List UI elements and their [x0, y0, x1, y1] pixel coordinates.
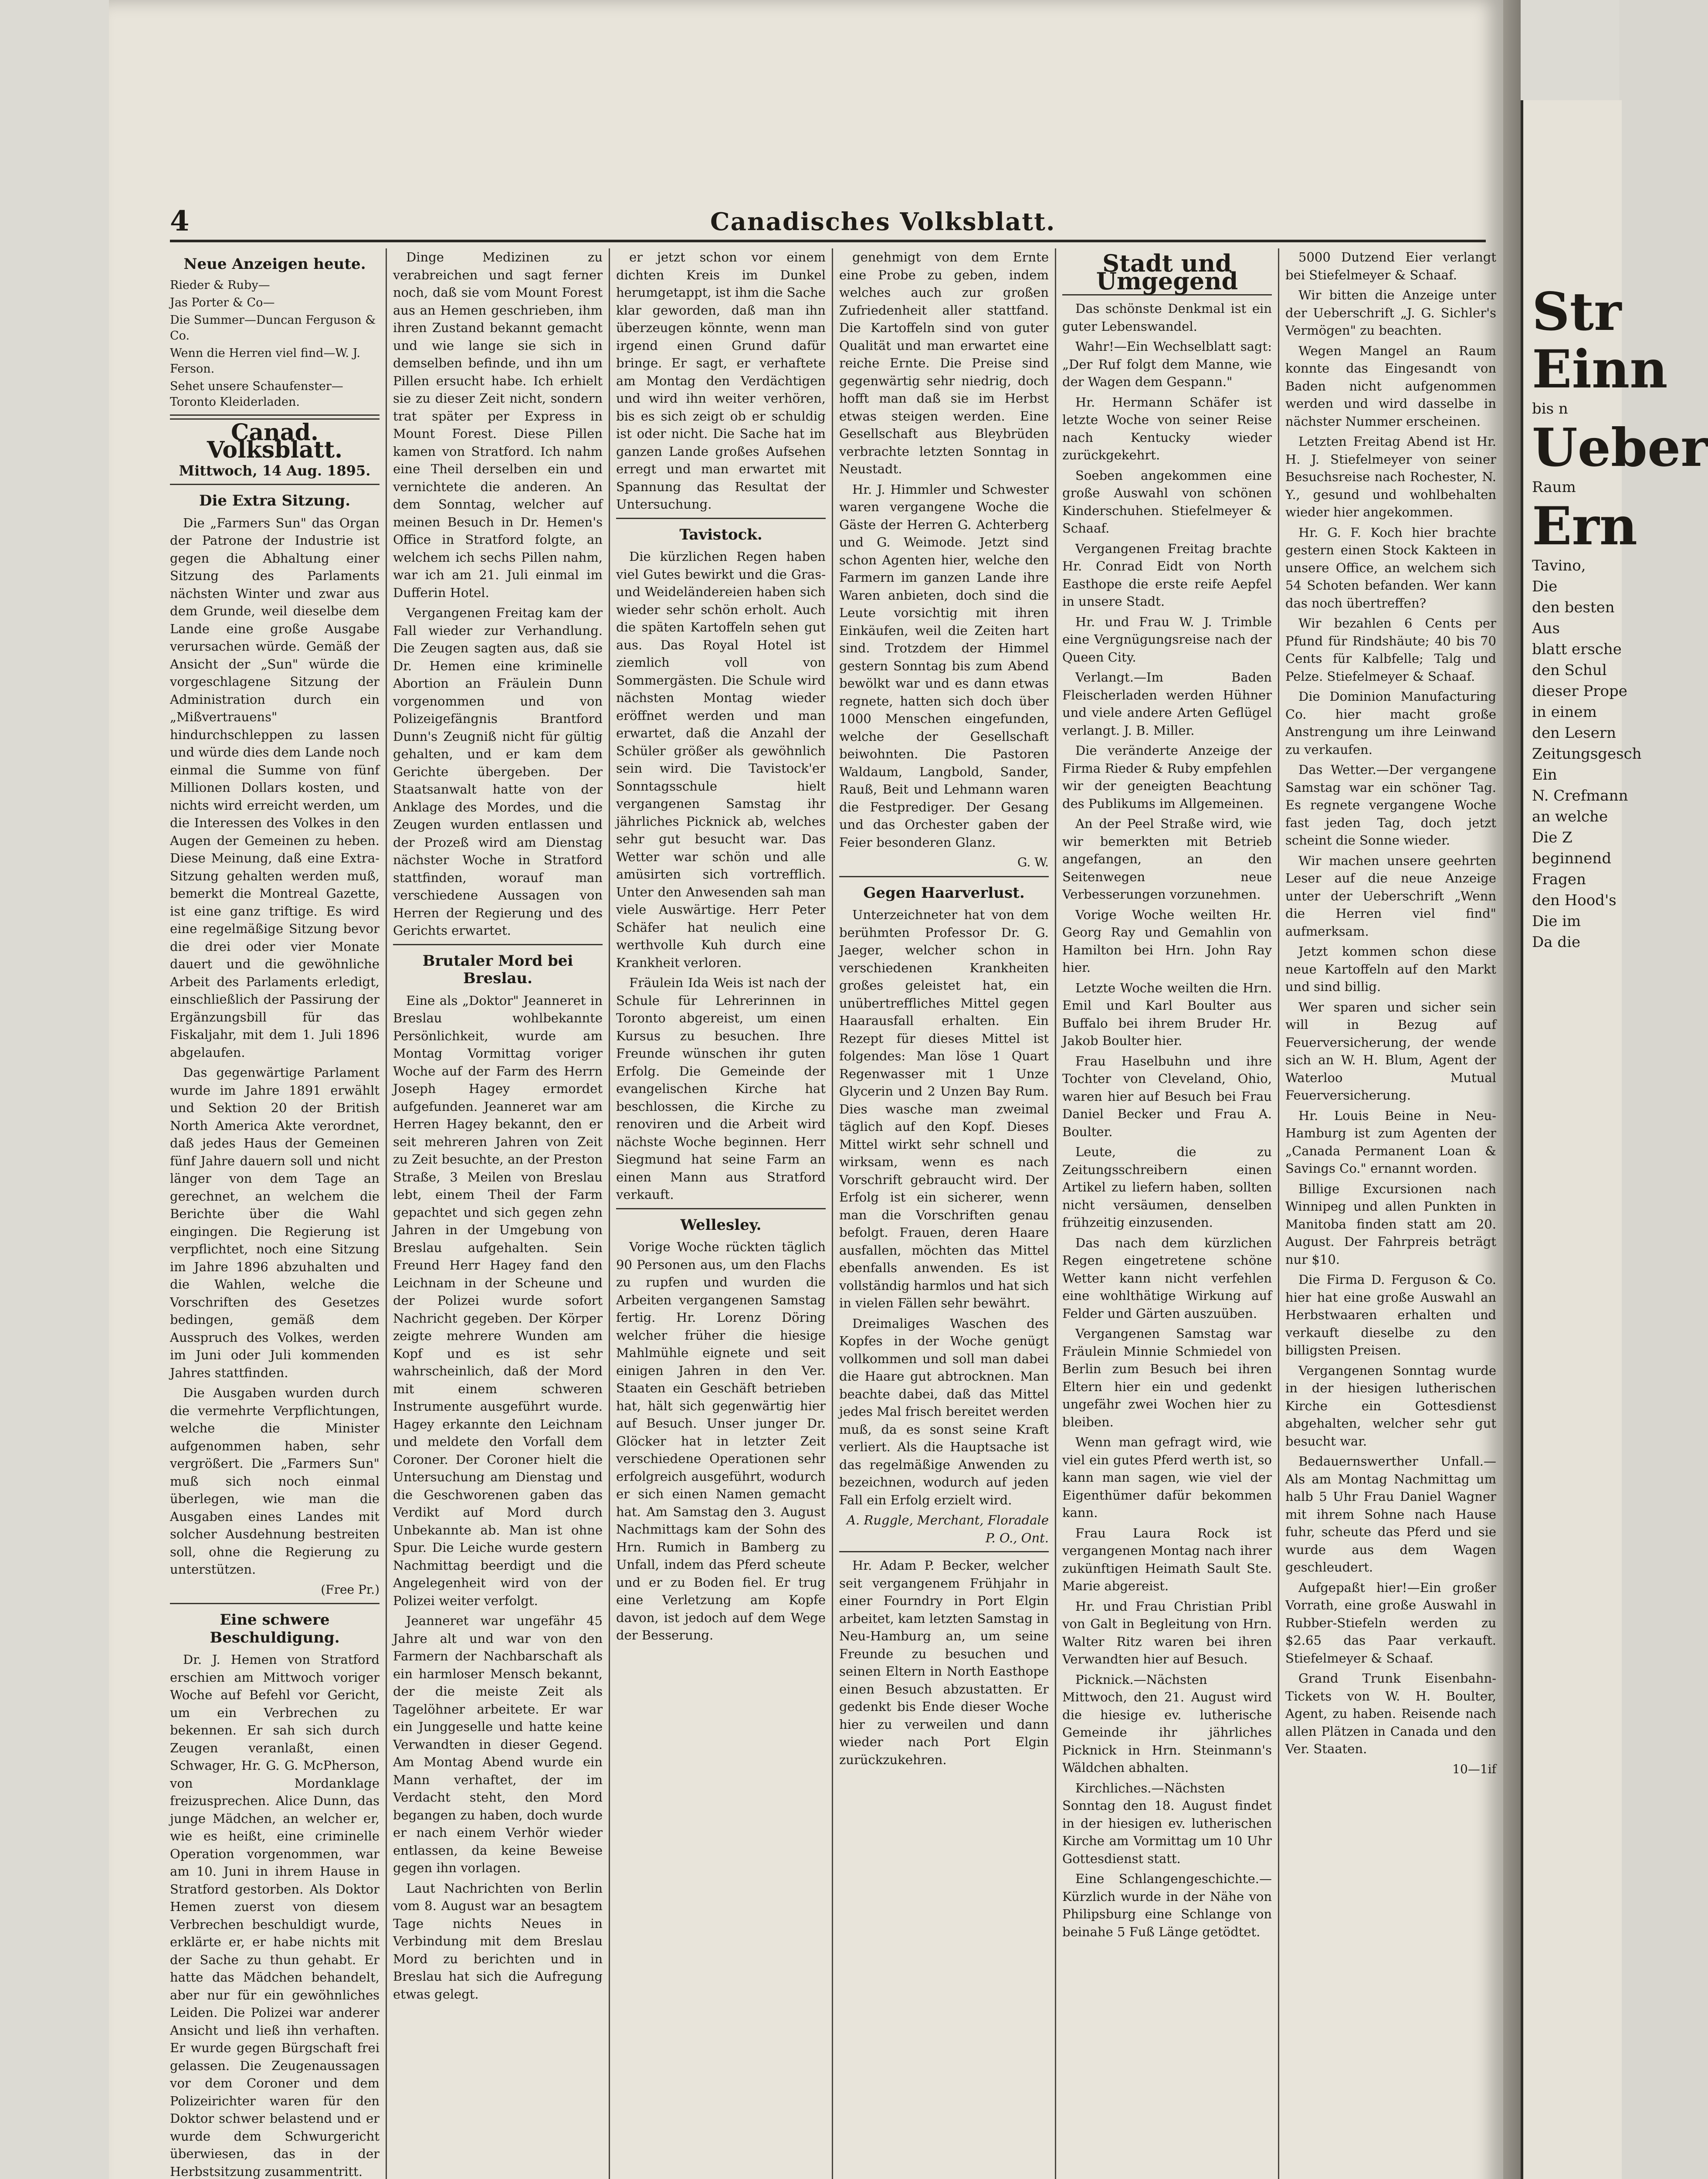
- article-paragraph: Unterzeichneter hat von dem berühmten Professor Dr. G. Jaeger, welcher schon in verschiedenen Krankheiten großes geleistet hat, ein unübertreffliches Mittel gegen Haarausfall erhalten. Ein Rezept für dieses Mittel ist folgendes: Man löse 1 Quart Regenwasser mit 1 Unze Glycerin und 2 Unzen Bay Rum. Dies wasche man zweimal täglich auf den Kopf. Dieses Mittel wirkt sehr schnell und wirksam, wenn es nach Vorschrift gebraucht wird. Der Erfolg ist ein sicherer, wenn man die Vorschriften genau befolgt. Frauen, deren Haare ausfallen, möchten das Mittel ebenfalls anwenden. Es ist vollständig harmlos und hat sich in vielen Fällen sehr bewährt.: [839, 907, 1049, 1310]
- article-paragraph: Jeanneret war ungefähr 45 Jahre alt und war von den Farmern der Nachbarschaft als ein harmloser Mensch bekannt, der die meiste Zeit als Tagelöhner arbeitete. Er war ein Junggeselle und hatte keine Verwandten in dieser Gegend. Am Montag Abend wurde ein Mann verhaftet, der im Verdacht steht, den Mord begangen zu haben, doch wurde er nach einem Verhör wieder entlassen, da keine Beweise gegen ihn vorlagen.: [393, 1613, 603, 1875]
- local-news-item: Wir bezahlen 6 Cents per Pfund für Rindshäute; 40 bis 70 Cents für Kalbfelle; Talg und Pelze. Stiefelmeyer & Schaaf.: [1285, 616, 1496, 684]
- adjacent-fragment: den Lesern: [1532, 724, 1616, 742]
- adjacent-fragment: Zeitungsgesch: [1532, 745, 1642, 763]
- local-news-item: Das Wetter.—Der vergangene Samstag war ein schöner Tag. Es regnete vergangene Woche fast jeden Tag, doch jetzt scheint die Sonne wieder.: [1285, 762, 1496, 848]
- adjacent-fragment: dieser Prope: [1532, 682, 1627, 700]
- local-news-item: Wer sparen und sicher sein will in Bezug auf Feuerversicherung, der wende sich an W. H. Blum, Agent der Waterloo Mutual Feuerversicherung.: [1285, 999, 1496, 1103]
- adjacent-word: Einn: [1532, 339, 1668, 400]
- ads-heading: Neue Anzeigen heute.: [183, 255, 366, 273]
- article-signature: A. Ruggle, Merchant, Floradale P. O., Ont.: [847, 1513, 1049, 1545]
- local-news-item: Die veränderte Anzeige der Firma Rieder & Ruby empfehlen wir der geneigten Beachtung des Publikums im Allgemeinen.: [1062, 743, 1272, 811]
- page-number: 4: [170, 205, 190, 238]
- article-paragraph: Vergangenen Freitag kam der Fall wieder zur Verhandlung. Die Zeugen sagten aus, daß sie Dr. Hemen eine kriminelle Abortion an Fräulein Dunn vorgenommen und von Polizeigefängnis Brantford Dunn's Zeugniß nicht für gültig gehalten, und er kam dem Gerichte übergeben. Der Staatsanwalt hatte von der Anklage des Mordes, und die Zeugen wurden entlassen und der Prozeß wird am Dienstag nächster Woche in Stratford stattfinden, worauf man verschiedene Aussagen von Herren der Regierung und des Gerichts erwartet.: [393, 605, 603, 938]
- divider: [839, 876, 1049, 877]
- column-2: [393, 248, 610, 2179]
- local-news-item: Grand Trunk Eisenbahn-Tickets von W. H. Boulter, Agent, zu haben. Reisende nach allen Plätzen in Canada und den Ver. Staaten.: [1285, 1671, 1496, 1756]
- adjacent-fragment: Da die: [1532, 933, 1581, 951]
- article-source: (Free Pr.): [321, 1582, 380, 1597]
- article-heading: Die Extra Sitzung.: [199, 492, 351, 509]
- local-news-item: Letzte Woche weilten die Hrn. Emil und Karl Boulter aus Buffalo bei ihrem Bruder Hr. Jakob Boulter hier.: [1062, 980, 1272, 1048]
- masthead-title: Canadisches Volksblatt.: [710, 207, 1056, 236]
- article-paragraph: Die Ausgaben wurden durch die vermehrte Verpflichtungen, welche die Minister aufgenommen haben, sehr vergrößert. Die „Farmers Sun" muß sich noch einmal überlegen, wie man die Ausgaben eines Landes mit solcher Ausdehnung bestreiten soll, ohne die Regierung zu unterstützen.: [170, 1385, 380, 1577]
- local-news-item: Wenn man gefragt wird, wie viel ein gutes Pferd werth ist, so kann man sagen, wie viel der Eigenthümer dafür bekommen kann.: [1062, 1435, 1272, 1520]
- adjacent-fragment: Ein: [1532, 766, 1557, 784]
- article-paragraph: genehmigt von dem Ernte eine Probe zu geben, indem welches auch zur großen Zufriedenheit aller stattfand. Die Kartoffeln sind von guter Qualität und man erwartet eine reiche Ernte. Die Preise sind gegenwärtig sehr niedrig, doch hofft man daß sie im Herbst etwas steigen werden. Eine Gesellschaft aus Bleybrüden verbrachte letzten Sonntag in Neustadt.: [839, 250, 1049, 476]
- article-heading: Tavistock.: [679, 526, 762, 543]
- article-paragraph: Die „Farmers Sun" das Organ der Patrone der Industrie ist gegen die Abhaltung einer Sitzung des Parlaments nächsten Winter und zwar aus dem Grunde, weil dieselbe dem Lande eine große Ausgabe verursachen würde. Gemäß der Ansicht der „Sun" würde die vorgeschlagene Sitzung der Administration durch ein „Mißvertrauens" hindurchschleppen zu lassen und würde dies dem Lande noch einmal die Summe von fünf Millionen Dollars kosten, und nichts wird erreicht werden, um die Interessen des Volkes in den Augen der Gemeinen zu heben. Diese Meinung, daß eine Extra-Sitzung gehalten werden muß, bemerkt die Montreal Gazette, ist eine ganz triftige. Es wird eine regelmäßige Sitzung bevor die drei oder vier Monate dauert und die gewöhnliche Arbeit des Parlaments erledigt, einschließlich der Passirung der Ergänzungsbill für das Fiskaljahr, mit dem 1. Juli 1896 abgelaufen.: [170, 515, 380, 1060]
- adjacent-fragment: Die: [1532, 578, 1558, 595]
- newspaper-page: [109, 0, 1503, 2179]
- local-news-item: Aufgepaßt hier!—Ein großer Vorrath, eine große Auswahl in Rubber-Stiefeln werden zu $2.65 das Paar verkauft. Stiefelmeyer & Schaaf.: [1285, 1580, 1496, 1666]
- article-paragraph: Vorige Woche rückten täglich 90 Personen aus, um den Flachs zu rupfen und wurden die Arbeiten vergangenen Samstag fertig. Hr. Lorenz Döring welcher früher die hiesige Mahlmühle eignete und seit einigen Jahren in den Ver. Staaten ein Geschäft betrieben hat, hält sich gegenwärtig hier auf Besuch. Unser junger Dr. Glöcker hat in letzter Zeit verschiedene Operationen sehr erfolgreich ausgeführt, wodurch er sich einen Namen gemacht hat. Am Samstag den 3. August Nachmittags kam der Sohn des Hrn. Rumich in Bamberg zu Unfall, indem das Pferd scheute und er zu Boden fiel. Er trug eine Verletzung am Kopfe davon, ist jedoch auf dem Wege der Besserung.: [616, 1239, 826, 1643]
- local-news-item: Kirchliches.—Nächsten Sonntag den 18. August findet in der hiesigen ev. lutherischen Kirche am Vormittag um 10 Uhr Gottesdienst statt.: [1062, 1780, 1272, 1866]
- adjacent-fragment: Die im: [1532, 913, 1581, 930]
- local-news-item: Wir machen unsere geehrten Leser auf die neue Anzeige unter der Ueberschrift „Wenn die Herren viel find" aufmerksam.: [1285, 853, 1496, 939]
- local-news-item: Wegen Mangel an Raum konnte das Eingesandt von Baden nicht aufgenommen werden und wird dasselbe in nächster Nummer erscheinen.: [1285, 343, 1496, 429]
- local-news-item: Hr. und Frau W. J. Trimble eine Vergnügungsreise nach der Queen City.: [1062, 614, 1272, 665]
- local-news-item: Wahr!—Ein Wechselblatt sagt: „Der Ruf folgt dem Manne, wie der Wagen dem Gespann.": [1062, 339, 1272, 389]
- ad-run-code: 10—1if: [1452, 1762, 1496, 1776]
- adjacent-fragment: den besten: [1532, 599, 1615, 616]
- ad-item: Wenn die Herren viel find—W. J. Ferson.: [170, 346, 360, 376]
- article-paragraph: Dinge Medizinen zu verabreichen und sagt ferner noch, daß sie vom Mount Forest aus an Hemen geschrieben, ihm ihren Zustand bekannt gemacht und wie lange sie sich in demselben befinde, und ihn um Pillen ersucht habe. Ich erhielt sie zu dieser Zeit nicht, sondern trat später per Express in Mount Forest. Diese Pillen kamen von Stratford. Ich nahm eine Theil derselben ein und vernichtete die anderen. An dem Sonntag, welcher auf meinen Besuch in Dr. Hemen's Office in Stratford folgte, an welchem ich sechs Pillen nahm, war ich am 21. Juli einmal im Dufferin Hotel.: [393, 250, 603, 600]
- local-news-item: 5000 Dutzend Eier verlangt bei Stiefelmeyer & Schaaf.: [1285, 250, 1496, 282]
- article-paragraph: Hr. Adam P. Becker, welcher seit vergangenem Frühjahr in einer Fourndry in Port Elgin arbeitet, kam letzten Samstag in Neu-Hamburg an, um seine Freunde zu besuchen und seinen Eltern in North Easthope einen Besuch abzustatten. Er gedenkt bis Ende dieser Woche hier zu verweilen und dann wieder nach Port Elgin zurückzukehren.: [839, 1558, 1049, 1767]
- adjacent-fragment: an welche: [1532, 808, 1608, 825]
- divider: [170, 1603, 380, 1604]
- local-news-item: Billige Excursionen nach Winnipeg und allen Punkten in Manitoba finden statt am 20. August. Der Fahrpreis beträgt nur $10.: [1285, 1181, 1496, 1267]
- ad-item: Sehet unsere Schaufenster—Toronto Kleiderladen.: [170, 379, 343, 409]
- new-ads-list: [170, 278, 380, 410]
- local-news-item: Eine Schlangengeschichte.—Kürzlich wurde in der Nähe von Philipsburg eine Schlange von beinahe 5 Fuß Länge getödtet.: [1062, 1871, 1272, 1939]
- article-paragraph: er jetzt schon vor einem dichten Kreis im Dunkel herumgetappt, ist ihm die Sache klar geworden, daß man ihn überzeugen könnte, wenn man irgend einen Grund dafür bringe. Er sagt, er verhaftete am Montag den Verdächtigen und wird ihn weiter verhören, bis es sich zeigt ob er schuldig ist oder nicht. Die Sache hat im ganzen Lande großes Aufsehen erregt und man erwartet mit Spannung das Resultat der Untersuchung.: [616, 250, 826, 512]
- article-heading: Wellesley.: [680, 1216, 762, 1234]
- column-3: [616, 248, 833, 2179]
- article-paragraph: Das gegenwärtige Parlament wurde im Jahre 1891 erwählt und Sektion 20 der British North America Akte verordnet, daß jedes Haus der Gemeinen fünf Jahre dauern soll und nicht länger von dem Tage an gerechnet, an welchem die Berichte über die Wahl eingingen. Die Regierung ist verpflichtet, noch eine Sitzung im Jahre 1896 abzuhalten und die Wahlen, welche die Vorschriften des Gesetzes bedingen, gemäß dem Ausspruch des Volkes, werden im Juni oder Juli kommenden Jahres stattfinden.: [170, 1065, 380, 1380]
- adjacent-fragment: Raum: [1532, 479, 1576, 496]
- local-news-item: Leute, die zu Zeitungsschreibern einen Artikel zu liefern haben, sollten nicht versäumen, denselben frühzeitig einzusenden.: [1062, 1144, 1272, 1230]
- article-heading: Gegen Haarverlust.: [863, 884, 1025, 902]
- ad-item: Die Summer—Duncan Ferguson & Co.: [170, 313, 376, 343]
- adjacent-word: Ueber: [1532, 417, 1708, 479]
- local-news-item: Das schönste Denkmal ist ein guter Lebenswandel.: [1062, 301, 1272, 334]
- article-heading: Brutaler Mord bei Breslau.: [422, 952, 573, 987]
- column-5: [1062, 248, 1279, 2179]
- adjacent-fragment: beginnend: [1532, 850, 1612, 867]
- adjacent-fragment: Die Z: [1532, 829, 1572, 846]
- local-news-item: Frau Laura Rock ist vergangenen Montag nach ihrer zukünftigen Heimath Sault Ste. Marie abgereist.: [1062, 1525, 1272, 1593]
- adjacent-word: Ern: [1532, 496, 1637, 557]
- issue-date: Mittwoch, 14 Aug. 1895.: [179, 462, 371, 479]
- adjacent-fragment: den Schul: [1532, 662, 1607, 679]
- article-paragraph: Laut Nachrichten von Berlin vom 8. August war an besagtem Tage nichts Neues in Verbindung mit dem Breslau Mord zu berichten und in Breslau hat sich die Aufregung etwas gelegt.: [393, 1880, 603, 2002]
- article-paragraph: Dr. J. Hemen von Stratford erschien am Mittwoch voriger Woche auf Befehl vor Gericht, um ein Verbrechen zu bekennen. Er sah sich durch Zeugen veranlaßt, einen Schwager, Hr. G. G. McPherson, von Mordanklage freizusprechen. Alice Dunn, das junge Mädchen, an welcher er, wie es heißt, eine criminelle Operation vorgenommen, war am 10. Juni in ihrem Hause in Stratford gestorben. Als Doktor Hemen zuerst von diesem Verbrechen beschuldigt wurde, erklärte er, er habe nichts mit der Sache zu thun gehabt. Er hatte das Mädchen behandelt, aber nur für ein gewöhnliches Leiden. Die Polizei war anderer Ansicht und ließ ihn verhaften. Er wurde gegen Bürgschaft frei gelassen. Die Zeugenaussagen vor dem Coroner und dem Polizeirichter waren für den Doktor schwer belastend und er wurde dem Schwurgericht überwiesen, das in der Herbstsitzung zusammentritt.: [170, 1652, 380, 2179]
- divider: [616, 1208, 826, 1209]
- local-news-item: Jetzt kommen schon diese neue Kartoffeln auf den Markt und sind billig.: [1285, 944, 1496, 994]
- adjacent-fragment: in einem: [1532, 703, 1597, 721]
- local-news-item: Die Firma D. Ferguson & Co. hier hat eine große Auswahl an Herbstwaaren erhalten und verkauft dieselbe zu den billigsten Preisen.: [1285, 1272, 1496, 1358]
- divider: [616, 518, 826, 519]
- correspondent-initials: G. W.: [1017, 855, 1049, 869]
- local-news-item: Letzten Freitag Abend ist Hr. H. J. Stiefelmeyer von seiner Besuchsreise nach Rochester, N. Y., gesund und wohlbehalten wieder hier angekommen.: [1285, 434, 1496, 519]
- local-news-item: Hr. Hermann Schäfer ist letzte Woche von seiner Reise nach Kentucky wieder zurückgekehrt.: [1062, 394, 1272, 462]
- adjacent-fragment: Tavino,: [1532, 557, 1586, 574]
- local-news-item: An der Peel Straße wird, wie wir bemerkten mit Betrieb angefangen, an den Seitenwegen neue Verbesserungen vorzunehmen.: [1062, 816, 1272, 902]
- local-news-item: Soeben angekommen eine große Auswahl von schönen Kinderschuhen. Stiefelmeyer & Schaaf.: [1062, 468, 1272, 536]
- ad-item: Jas Porter & Co—: [170, 295, 275, 309]
- column-6: [1285, 248, 1502, 2179]
- article-paragraph: Hr. J. Himmler und Schwester waren vergangene Woche die Gäste der Herren G. Achterberg und G. Weimode. Jetzt sind schon Agenten hier, welche den Farmern im ganzen Lande ihre Waren anbieten, doch sind die Leute vorsichtig mit ihren Einkäufen, weil die Zeiten hart sind. Trotzdem der Himmel gestern Sonntag bis zum Abend bewölkt war und es dann etwas regnete, hatten sich doch über 1000 Menschen eingefunden, welche der Gesellschaft beiwohnten. Die Pastoren Waldaum, Langbold, Sander, Rauß, Beit und Lehmann waren die Festprediger. Der Gesang und das Orchester gaben der Feier besonderen Glanz.: [839, 482, 1049, 850]
- local-news-item: Vergangenen Samstag war Fräulein Minnie Schmiedel von Berlin zum Besuch bei ihren Eltern hier ein und gedenkt ungefähr zwei Wochen hier zu bleiben.: [1062, 1326, 1272, 1429]
- masthead: [170, 205, 1486, 242]
- adjacent-fragment: N. Crefmann: [1532, 787, 1628, 804]
- local-news-item: Vergangenen Freitag brachte Hr. Conrad Eidt von North Easthope die erste reife Aepfel in unsere Stadt.: [1062, 541, 1272, 609]
- paper-name: Canad. Volksblatt.: [207, 419, 343, 463]
- local-news-item: Vergangenen Sonntag wurde in der hiesigen lutherischen Kirche ein Gottesdienst abgehalten, welcher sehr gut besucht war.: [1285, 1363, 1496, 1449]
- adjacent-fragment: den Hood's: [1532, 892, 1616, 909]
- adjacent-word: Str: [1532, 281, 1622, 343]
- article-paragraph: Eine als „Doktor" Jeanneret in Breslau wohlbekannte Persönlichkeit, wurde am Montag Vormittag voriger Woche auf der Farm des Herrn Joseph Hagey ermordet aufgefunden. Jeanneret war am Herren Hagey bekannt, den er seit mehreren Jahren von Zeit zu Zeit besuchte, an der Preston Straße, 3 Meilen von Breslau lebt, einem Theil der Farm gepachtet und sich gegen zehn Jahren in der Umgebung von Breslau aufgehalten. Sein Freund Herr Hagey fand den Leichnam in der Scheune und der Polizei wurde sofort Nachricht gegeben. Der Körper zeigte mehrere Wunden am Kopf und es ist sehr wahrscheinlich, daß der Mord mit einem schweren Instrumente ausgeführt wurde. Hagey erkannte den Leichnam und meldete den Vorfall dem Coroner. Der Coroner hielt die Untersuchung am Dienstag und die Geschworenen gaben das Verdikt auf Mord durch Unbekannte ab. Man ist ohne Spur. Die Leiche wurde gestern Nachmittag beerdigt und die Angelegenheit wird von der Polizei weiter verfolgt.: [393, 993, 603, 1608]
- adjacent-fragment: bis n: [1532, 400, 1568, 417]
- section-heading: Stadt und Umgegend: [1096, 249, 1238, 295]
- local-news-item: Verlangt.—Im Baden Fleischerladen werden Hühner und viele andere Arten Geflügel verlangt. J. B. Miller.: [1062, 670, 1272, 738]
- local-news-item: Vorige Woche weilten Hr. Georg Ray und Gemahlin von Hamilton bei Hrn. John Ray hier.: [1062, 907, 1272, 975]
- local-news-item: Hr. Louis Beine in Neu-Hamburg ist zum Agenten der „Canada Permanent Loan & Savings Co." ernannt worden.: [1285, 1108, 1496, 1176]
- divider: [170, 484, 380, 485]
- adjacent-fragment: Aus: [1532, 620, 1560, 637]
- local-news-item: Picknick.—Nächsten Mittwoch, den 21. August wird die hiesige ev. lutherische Gemeinde ihr jährliches Picknick in Hrn. Steinmann's Wäldchen abhalten.: [1062, 1672, 1272, 1775]
- local-news-item: Die Dominion Manufacturing Co. hier macht große Anstrengung um ihre Leinwand zu verkaufen.: [1285, 689, 1496, 757]
- article-paragraph: Fräulein Ida Weis ist nach der Schule für Lehrerinnen in Toronto abgereist, um einen Kursus zu besuchen. Ihre Freunde wünschen ihr guten Erfolg. Die Gemeinde der evangelischen Kirche hat beschlossen, die Kirche zu renoviren und die Arbeit wird nächste Woche beginnen. Herr Siegmund hat seine Farm an einen Mann aus Stratford verkauft.: [616, 975, 826, 1202]
- divider: [839, 1551, 1049, 1552]
- ad-item: Rieder & Ruby—: [170, 278, 270, 292]
- adjacent-fragment: Fragen: [1532, 871, 1586, 888]
- adjacent-page-fragment: [1521, 100, 1708, 2179]
- divider: [393, 944, 603, 945]
- divider: [170, 414, 380, 420]
- article-paragraph: Die kürzlichen Regen haben viel Gutes bewirkt und die Gras- und Weideländereien haben sich wieder sehr schön erholt. Auch die späten Kartoffeln sehen gut aus. Das Royal Hotel ist ziemlich voll von Sommergästen. Die Schule wird nächsten Montag wieder eröffnet werden und man erwartet, daß die Anzahl der Schüler größer als gewöhnlich sein wird. Die Tavistock'er Sonntagsschule hielt vergangenen Samstag ihr jährliches Picknick ab, welches sehr gut besucht war. Das Wetter war schön und alle amüsirten sich vortrefflich. Unter den Anwesenden sah man viele Auswärtige. Herr Peter Schäfer hat neulich eine werthvolle Kuh durch eine Krankheit verloren.: [616, 549, 826, 970]
- local-news-item: Hr. G. F. Koch hier brachte gestern einen Stock Kakteen in unsere Office, an welchem sich 54 Schoten befanden. Wer kann das noch übertreffen?: [1285, 525, 1496, 611]
- local-news-item: Frau Haselbuhn und ihre Tochter von Cleveland, Ohio, waren hier auf Besuch bei Frau Daniel Becker und Frau A. Boulter.: [1062, 1053, 1272, 1139]
- article-paragraph: Dreimaliges Waschen des Kopfes in der Woche genügt vollkommen und soll man dabei die Haare gut abtrocknen. Man beachte dabei, daß das Mittel jedes Mal frisch bereitet werden muß, da es sonst seine Kraft verliert. Als die Hauptsache ist das regelmäßige Anwenden zu bezeichnen, wodurch auf jeden Fall ein Erfolg erzielt wird.: [839, 1316, 1049, 1507]
- local-news-item: Hr. und Frau Christian Pribl von Galt in Begleitung von Hrn. Walter Ritz waren bei ihren Verwandten hier auf Besuch.: [1062, 1599, 1272, 1666]
- local-news-item: Das nach dem kürzlichen Regen eingetretene schöne Wetter kann nicht verfehlen eine wohlthätige Wirkung auf Felder und Gärten auszuüben.: [1062, 1235, 1272, 1321]
- article-heading: Eine schwere Beschuldigung.: [210, 1611, 340, 1646]
- column-1: [170, 248, 387, 2179]
- column-4: [839, 248, 1056, 2179]
- adjacent-fragment: blatt ersche: [1532, 641, 1622, 658]
- local-news-item: Bedauernswerther Unfall.—Als am Montag Nachmittag um halb 5 Uhr Frau Daniel Wagner mit ihrem Sohne nach Hause fuhr, scheute das Pferd und sie wurde aus dem Wagen geschleudert.: [1285, 1454, 1496, 1575]
- local-news-item: Wir bitten die Anzeige unter der Ueberschrift „J. G. Sichler's Vermögen" zu beachten.: [1285, 288, 1496, 338]
